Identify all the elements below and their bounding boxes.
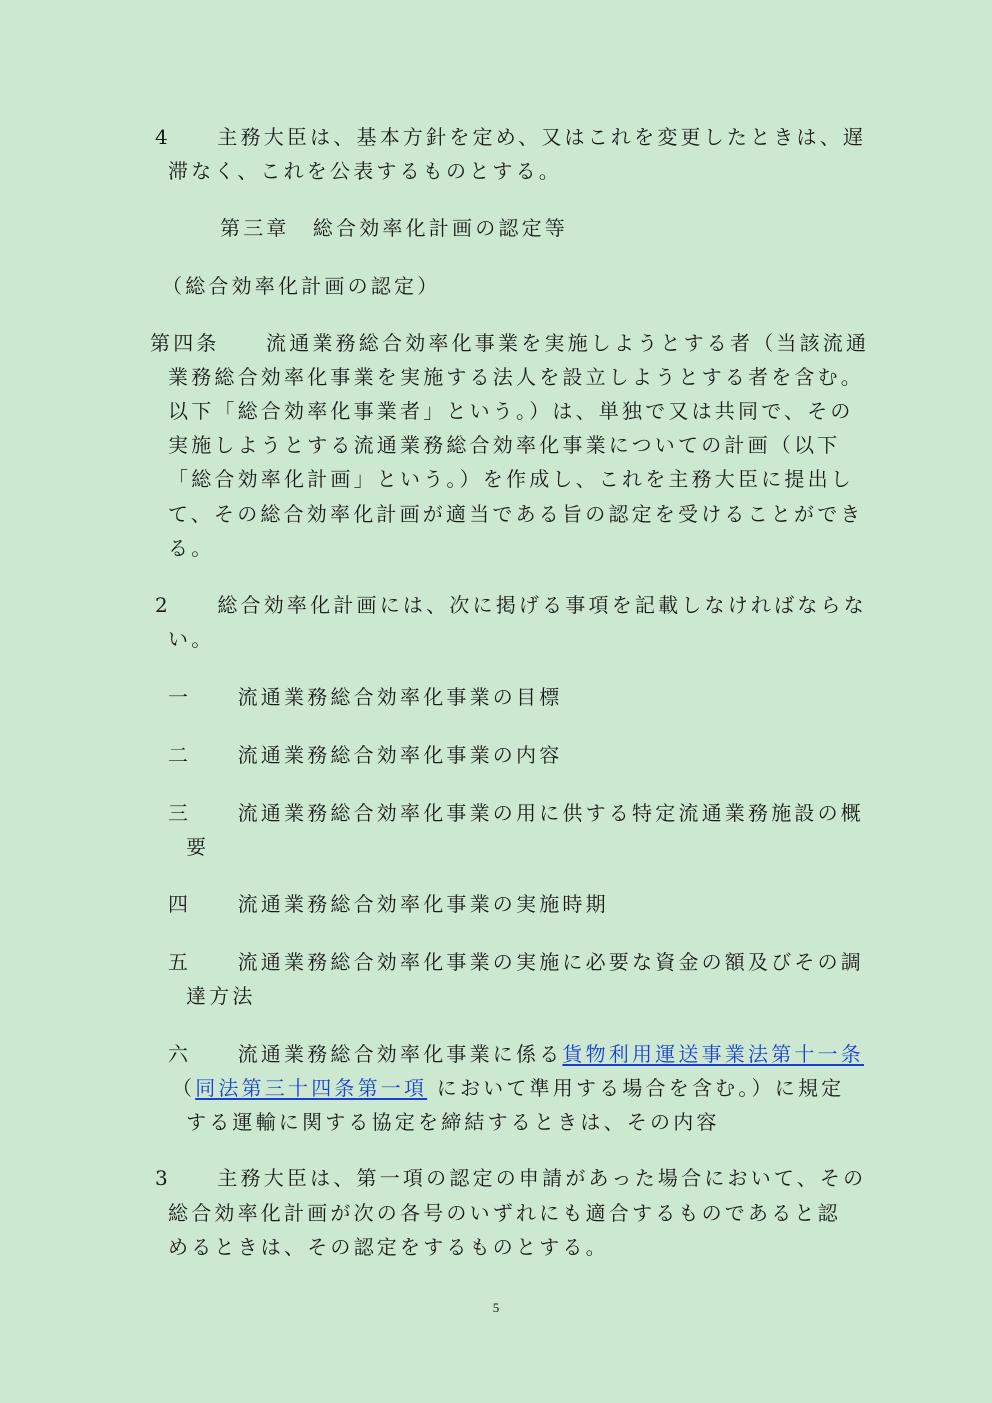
item-6-open-paren: （ xyxy=(172,1076,196,1100)
item-6-line-3: する運輸に関する協定を締結するときは、その内容 xyxy=(186,1110,720,1134)
para4-line-1: 4 主務大臣は、基本方針を定め、又はこれを変更したときは、遅 xyxy=(155,125,867,149)
item-5-line-2: 達方法 xyxy=(186,984,256,1008)
article4-line-5: 「総合効率化計画」という。）を作成し、これを主務大臣に提出し xyxy=(168,467,854,491)
para3-line-1: 3 主務大臣は、第一項の認定の申請があった場合において、その xyxy=(155,1166,867,1190)
item-5-line-1: 五 流通業務総合効率化事業の実施に必要な資金の額及びその調 xyxy=(168,950,864,974)
para3-line-2: 総合効率化計画が次の各号のいずれにも適合するものであると認 xyxy=(168,1201,841,1225)
article4-line-1: 第四条 流通業務総合効率化事業を実施しようとする者（当該流通 xyxy=(150,331,870,355)
item-3-line-1: 三 流通業務総合効率化事業の用に供する特定流通業務施設の概 xyxy=(168,801,864,825)
article4-line-4: 実施しようとする流通業務総合効率化事業についての計画（以下 xyxy=(168,433,841,457)
item-1: 一 流通業務総合効率化事業の目標 xyxy=(168,685,563,709)
link-same-act-article-34[interactable]: 同法第三十四条第一項 xyxy=(195,1076,428,1100)
item-4: 四 流通業務総合効率化事業の実施時期 xyxy=(168,892,609,916)
para4-line-2: 滞なく、これを公表するものとする。 xyxy=(168,159,562,183)
article4-line-6: て、その総合効率化計画が適当である旨の認定を受けることができ xyxy=(168,502,864,526)
item-3-line-2: 要 xyxy=(186,835,210,859)
link-cargo-act-article-11[interactable]: 貨物利用運送事業法第十一条 xyxy=(562,1042,865,1066)
item-6-line-2 xyxy=(172,1071,844,1105)
item-6-line-1 xyxy=(168,1037,864,1071)
para2-line-2: い。 xyxy=(168,627,215,651)
item-6-line-2-rest: において準用する場合を含む。）に規定 xyxy=(427,1076,845,1100)
chapter-title: 第三章 総合効率化計画の認定等 xyxy=(220,216,568,240)
item-6-text: 六 流通業務総合効率化事業に係る xyxy=(168,1042,563,1066)
article4-line-2: 業務総合効率化事業を実施する法人を設立しようとする者を含む。 xyxy=(168,365,864,389)
article4-line-7: る。 xyxy=(168,536,215,560)
article-caption: （総合効率化計画の認定） xyxy=(162,274,441,298)
para2-line-1: 2 総合効率化計画には、次に掲げる事項を記載しなければならな xyxy=(155,593,867,617)
article4-line-3: 以下「総合効率化事業者」という。）は、単独で又は共同で、その xyxy=(168,399,854,423)
page-number: 5 xyxy=(492,1300,500,1315)
para3-line-3: めるときは、その認定をするものとする。 xyxy=(168,1235,609,1259)
item-2: 二 流通業務総合効率化事業の内容 xyxy=(168,743,563,767)
